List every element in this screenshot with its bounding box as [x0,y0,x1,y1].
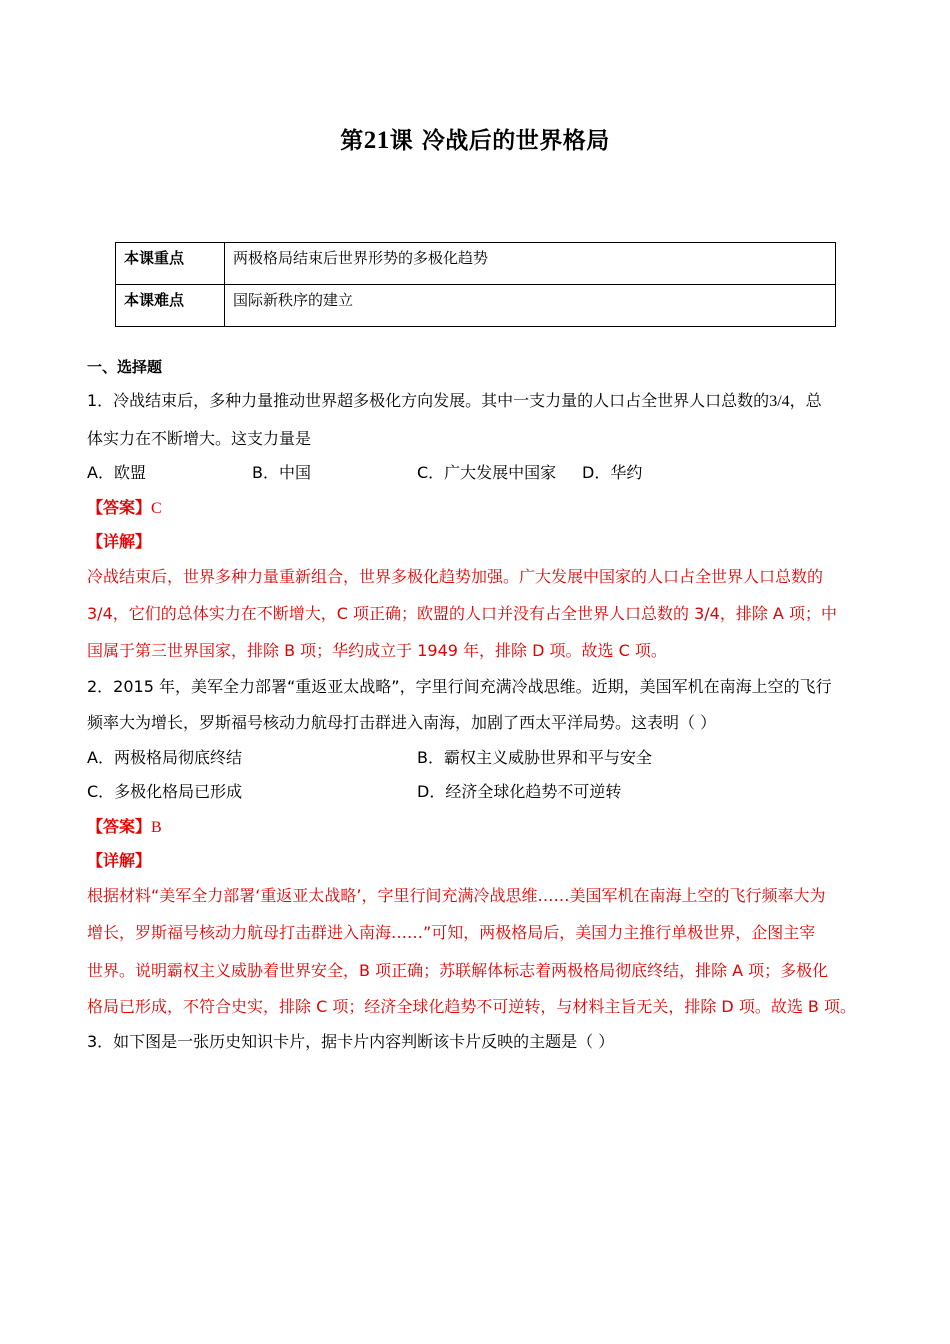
q2-option-c: C．多极化格局已形成 [87,782,243,801]
table-row [116,243,836,285]
question-3-line-1: 3．如下图是一张历史知识卡片，据卡片内容判断该卡片反映的主题是（ ） [87,1032,615,1051]
title-number: 21 [363,127,390,154]
key-label: 本课重点 [116,243,225,285]
q2-option-b: B．霸权主义威胁世界和平与安全 [417,748,652,767]
q1-option-a: A．欧盟 [87,463,146,482]
question-2-line-1: 2．2015 年，美军全力部署“重返亚太战略”，字里行间充满冷战思维。近期，美国军机在南海上空的飞行 [87,677,832,696]
table-row [116,285,836,327]
q2-option-d: D．经济全球化趋势不可逆转 [417,782,622,801]
key-points-table [115,242,836,327]
q2-detail-line: 增长，罗斯福号核动力航母打击群进入南海……”可知，两极格局后，美国力主推行单极世界，企图主宰 [87,923,816,942]
key-value: 两极格局结束后世界形势的多极化趋势 [225,243,836,285]
lesson-title [0,122,950,155]
answer-value: C [151,500,162,517]
q1-option-b: B．中国 [252,463,311,482]
section-heading: 一、选择题 [87,358,163,376]
q1-answer [87,498,162,519]
question-1-line-1 [87,391,822,412]
q1-detail-line: 3/4，它们的总体实力在不断增大，C 项正确；欧盟的人口并没有占全世界人口总数的 3/4，排除 A 项；中 [87,604,837,623]
q1-text-b: ，总 [789,391,822,410]
answer-label: 【答案】 [87,498,152,517]
q1-detail-line: 冷战结束后，世界多种力量重新组合，世界多极化趋势加强。广大发展中国家的人口占全世界人口总数的 [87,567,824,586]
answer-value: B [151,819,162,836]
difficulty-label: 本课难点 [116,285,225,327]
q2-detail-line: 格局已形成，不符合史实，排除 C 项；经济全球化趋势不可逆转，与材料主旨无关，排除 D 项。故选 B 项。 [87,997,856,1016]
q1-detail-label: 【详解】 [87,532,152,551]
q2-answer [87,817,162,838]
q1-fraction: 3/4 [769,393,790,410]
question-2-line-2: 频率大为增长，罗斯福号核动力航母打击群进入南海，加剧了西太平洋局势。这表明（ ） [87,713,717,732]
difficulty-value: 国际新秩序的建立 [225,285,836,327]
q2-detail-label: 【详解】 [87,851,152,870]
q2-detail-line: 世界。说明霸权主义威胁着世界安全，B 项正确；苏联解体标志着两极格局彻底终结，排除 A 项；多极化 [87,961,829,980]
q1-option-d: D．华约 [582,463,643,482]
q1-option-c: C．广大发展中国家 [417,463,557,482]
title-text: 课 冷战后的世界格局 [389,128,610,154]
q2-option-a: A．两极格局彻底终结 [87,748,242,767]
title-prefix: 第 [340,128,364,154]
question-1-line-2: 体实力在不断增大。这支力量是 [87,429,312,448]
q1-detail-line: 国属于第三世界国家，排除 B 项；华约成立于 1949 年，排除 D 项。故选 C 项。 [87,641,667,660]
answer-label: 【答案】 [87,817,152,836]
q1-text-a: 1．冷战结束后，多种力量推动世界超多极化方向发展。其中一支力量的人口占全世界人口总数的 [87,391,770,410]
q2-detail-line: 根据材料“美军全力部署‘重返亚太战略’，字里行间充满冷战思维……美国军机在南海上空的飞行频率大为 [87,886,826,905]
